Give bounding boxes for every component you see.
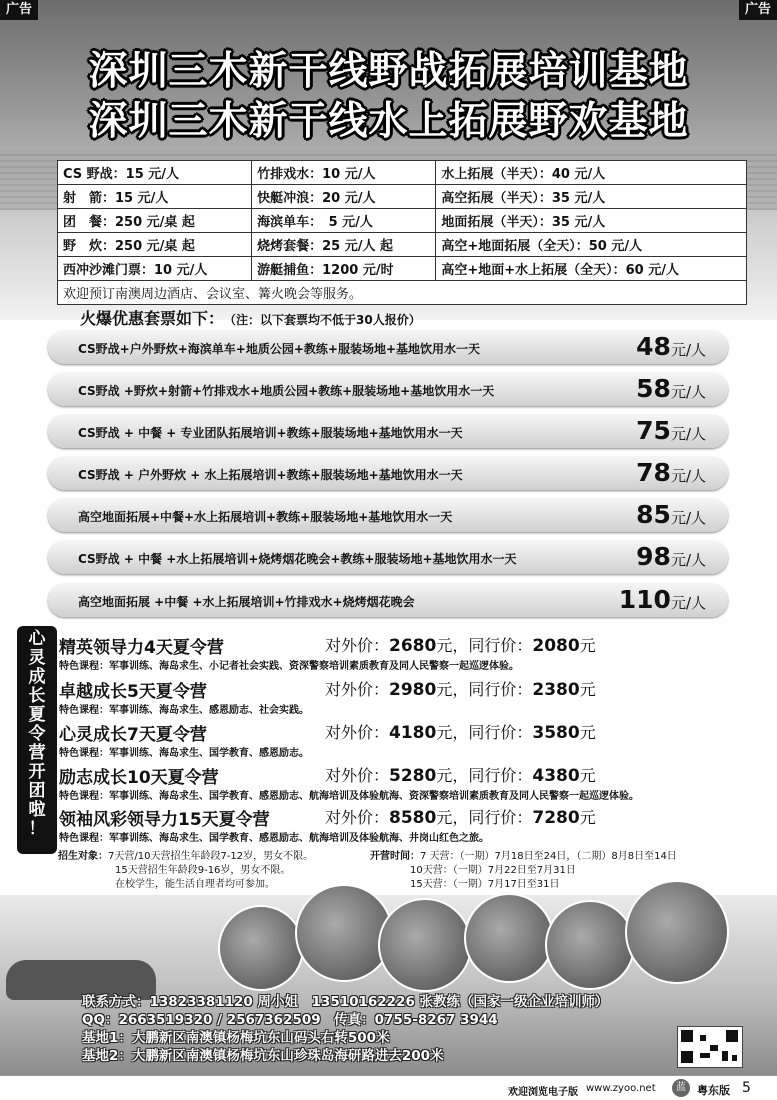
price-cell: CS 野战：15 元/人	[58, 161, 252, 185]
price-cell: 高空+地面+水上拓展（全天）：60 元/人	[436, 257, 747, 281]
price-unit: 元/人	[670, 383, 706, 401]
enroll-line: 7天营/10天营招生年龄段7-12岁，男女不限。	[108, 851, 314, 862]
ext-price: 2980	[389, 680, 437, 700]
price-cell: 海滨单车： 5 元/人	[252, 209, 436, 233]
banner-char: 灵	[28, 648, 46, 668]
activity-photo	[218, 905, 304, 991]
price-cell: 水上拓展（半天）：40 元/人	[436, 161, 747, 185]
activity-photo	[625, 880, 729, 984]
package-desc: CS野战 +野炊+射箭+竹排戏水+地质公园+教练+服装场地+基地饮用水一天	[78, 384, 495, 398]
ext-label: 对外价：	[325, 636, 390, 655]
camp-features: 特色课程：军事训练、海岛求生、感恩励志、社会实践。	[59, 705, 309, 716]
package-bar	[48, 415, 728, 448]
base2-address: 基地2：大鹏新区南澳镇杨梅坑东山珍珠岛海研路进去200米	[82, 1048, 444, 1064]
price-value: 75	[636, 416, 671, 445]
camp-price	[325, 633, 596, 656]
package-price	[636, 374, 706, 403]
footer-welcome: 欢迎浏览电子版	[508, 1087, 578, 1098]
banner-char: 令	[28, 724, 46, 744]
price-cell: 地面拓展（半天）：35 元/人	[436, 209, 747, 233]
package-desc: CS野战 + 中餐 +水上拓展培训+烧烤烟花晚会+教练+服装场地+基地饮用水一天	[78, 552, 517, 566]
camp-name: 心灵成长7天夏令营	[59, 725, 207, 745]
ext-price: 5280	[389, 766, 437, 786]
price-value: 58	[636, 374, 671, 403]
package-price	[619, 585, 706, 614]
camp-price	[325, 677, 596, 700]
package-price	[636, 542, 706, 571]
page-footer	[0, 1075, 777, 1100]
package-bar	[48, 373, 728, 406]
packages-heading	[80, 306, 421, 329]
yuan: 元	[436, 723, 453, 742]
price-row	[58, 257, 747, 281]
time-line: 10天营：（一期）7月22日至7月31日	[410, 865, 576, 876]
camp-price	[325, 720, 596, 743]
package-desc: 高空地面拓展+中餐+水上拓展培训+教练+服装场地+基地饮用水一天	[78, 510, 453, 524]
banner-char: 开	[28, 762, 46, 782]
yuan: 元	[579, 680, 596, 699]
peer-price: 2080	[532, 636, 580, 656]
footer-edition: 粤东版	[697, 1084, 730, 1097]
activity-photo	[464, 893, 554, 983]
price-value: 85	[636, 500, 671, 529]
banner-char: 夏	[28, 705, 46, 725]
ext-label: 对外价：	[325, 680, 390, 699]
ext-label: 对外价：	[325, 808, 390, 827]
enroll-label: 招生对象：	[58, 851, 108, 862]
summer-camp-banner	[17, 626, 57, 854]
price-value: 78	[636, 458, 671, 487]
time-label: 开营时间：	[370, 851, 420, 862]
price-cell: 游艇捕鱼：1200 元/时	[252, 257, 436, 281]
publisher-logo-icon: 蓝	[672, 1079, 690, 1097]
enroll-line: 15天营招生年龄段9-16岁，男女不限。	[115, 865, 291, 876]
banner-char: 啦	[28, 800, 46, 820]
time-line: 7 天营：（一期）7月18日至24日，（二期）8月8日至14日	[420, 851, 677, 862]
enroll-line: 在校学生，能生活自理者均可参加。	[115, 879, 275, 890]
ext-price: 2680	[389, 636, 437, 656]
footer-url[interactable]: www.zyoo.net	[586, 1083, 656, 1094]
camp-features: 特色课程：军事训练、海岛求生、国学教育、感恩励志、航海培训及体验航海、井岗山红色之旅。	[59, 833, 489, 844]
price-cell: 竹排戏水：10 元/人	[252, 161, 436, 185]
banner-char: 成	[28, 667, 46, 687]
yuan: 元	[436, 808, 453, 827]
activity-photo	[545, 900, 635, 990]
price-cell: 团 餐：250 元/桌 起	[58, 209, 252, 233]
camp-price	[325, 763, 596, 786]
main-title-2: 深圳三木新干线水上拓展野欢基地	[88, 99, 689, 144]
price-unit: 元/人	[670, 551, 706, 569]
package-bar	[48, 331, 728, 364]
camp-name: 精英领导力4天夏令营	[59, 638, 224, 658]
service-note: 欢迎预订南澳周边酒店、会议室、篝火晚会等服务。	[58, 281, 747, 305]
time-line: 15天营：（一期）7月17日至31日	[410, 879, 560, 890]
package-price	[636, 500, 706, 529]
price-value: 110	[618, 585, 671, 614]
price-row	[58, 209, 747, 233]
price-note-row	[58, 281, 747, 305]
yuan: 元	[579, 636, 596, 655]
peer-price: 2380	[532, 680, 580, 700]
peer-label: ，同行价：	[452, 808, 533, 827]
peer-price: 3580	[532, 723, 580, 743]
price-row	[58, 161, 747, 185]
yuan: 元	[579, 766, 596, 785]
camp-name: 领袖风彩领导力15天夏令营	[59, 810, 270, 830]
package-bar	[48, 541, 728, 574]
ext-price: 4180	[389, 723, 437, 743]
price-unit: 元/人	[670, 341, 706, 359]
banner-char: 心	[28, 629, 46, 649]
banner-char: 长	[28, 686, 46, 706]
peer-price: 7280	[532, 808, 580, 828]
price-cell: 快艇冲浪：20 元/人	[252, 185, 436, 209]
package-bar	[48, 457, 728, 490]
contact-phones: 联系方式：13823381120 周小姐 13510162226 张教练（国家一级企业培训师）	[82, 994, 609, 1010]
package-bar	[48, 584, 728, 617]
ext-price: 8580	[389, 808, 437, 828]
price-value: 98	[636, 542, 671, 571]
price-cell: 野 炊：250 元/桌 起	[58, 233, 252, 257]
main-title-1: 深圳三木新干线野战拓展培训基地	[88, 49, 689, 94]
package-price	[636, 416, 706, 445]
package-desc: 高空地面拓展 +中餐 +水上拓展培训+竹排戏水+烧烤烟花晚会	[78, 595, 415, 609]
contact-qq-fax: QQ：2663519320 / 2567362509 传真：0755-8267 3944	[82, 1012, 498, 1028]
price-unit: 元/人	[670, 509, 706, 527]
peer-label: ，同行价：	[452, 723, 533, 742]
activity-photo	[295, 884, 393, 982]
banner-char: 团	[28, 781, 46, 801]
price-cell: 射 箭：15 元/人	[58, 185, 252, 209]
yuan: 元	[436, 766, 453, 785]
peer-label: ，同行价：	[452, 636, 533, 655]
package-price	[636, 332, 706, 361]
page-number: 5	[742, 1080, 751, 1096]
price-row	[58, 185, 747, 209]
camp-name: 卓越成长5天夏令营	[59, 682, 207, 702]
price-row	[58, 233, 747, 257]
price-unit: 元/人	[670, 467, 706, 485]
camp-name: 励志成长10天夏令营	[59, 768, 219, 788]
price-cell: 高空拓展（半天）：35 元/人	[436, 185, 747, 209]
ext-label: 对外价：	[325, 766, 390, 785]
enrollment-targets	[58, 850, 313, 892]
peer-label: ，同行价：	[452, 766, 533, 785]
price-unit: 元/人	[670, 425, 706, 443]
price-value: 48	[636, 332, 671, 361]
price-cell: 西冲沙滩门票：10 元/人	[58, 257, 252, 281]
package-desc: CS野战 + 户外野炊 + 水上拓展培训+教练+服装场地+基地饮用水一天	[78, 468, 463, 482]
price-table	[57, 160, 747, 305]
price-cell: 烧烤套餐：25 元/人 起	[252, 233, 436, 257]
activity-photo	[378, 898, 472, 992]
peer-label: ，同行价：	[452, 680, 533, 699]
banner-char: 营	[28, 743, 46, 763]
ad-tag-right: 广告	[739, 0, 777, 20]
camp-features: 特色课程：军事训练、海岛求生、国学教育、感恩励志、航海培训及体验航海、资深警察培训素质教育及同人民警察一起巡逻体验。	[59, 791, 639, 802]
package-price	[636, 458, 706, 487]
camp-features: 特色课程：军事训练、海岛求生、国学教育、感恩励志。	[59, 748, 309, 759]
yuan: 元	[579, 723, 596, 742]
camp-schedule	[370, 850, 677, 892]
yuan: 元	[436, 680, 453, 699]
qr-code-icon	[677, 1026, 743, 1068]
packages-title: 火爆优惠套票如下：	[80, 309, 225, 328]
package-bar	[48, 499, 728, 532]
package-desc: CS野战 + 中餐 + 专业团队拓展培训+教练+服装场地+基地饮用水一天	[78, 426, 463, 440]
base1-address: 基地1：大鹏新区南澳镇杨梅坑东山码头右转500米	[82, 1030, 390, 1046]
package-desc: CS野战+户外野炊+海滨单车+地质公园+教练+服装场地+基地饮用水一天	[78, 342, 481, 356]
price-unit: 元/人	[670, 594, 706, 612]
packages-note: （注：以下套票均不低于30人报价）	[230, 313, 421, 327]
price-cell: 高空+地面拓展（全天）：50 元/人	[436, 233, 747, 257]
yuan: 元	[436, 636, 453, 655]
yuan: 元	[579, 808, 596, 827]
ext-label: 对外价：	[325, 723, 390, 742]
ad-tag-left: 广告	[0, 0, 38, 20]
peer-price: 4380	[532, 766, 580, 786]
camp-features: 特色课程：军事训练、海岛求生、小记者社会实践、资深警察培训素质教育及同人民警察一起巡逻体验。	[59, 661, 519, 672]
banner-char: ！	[28, 819, 46, 839]
camp-price	[325, 805, 596, 828]
